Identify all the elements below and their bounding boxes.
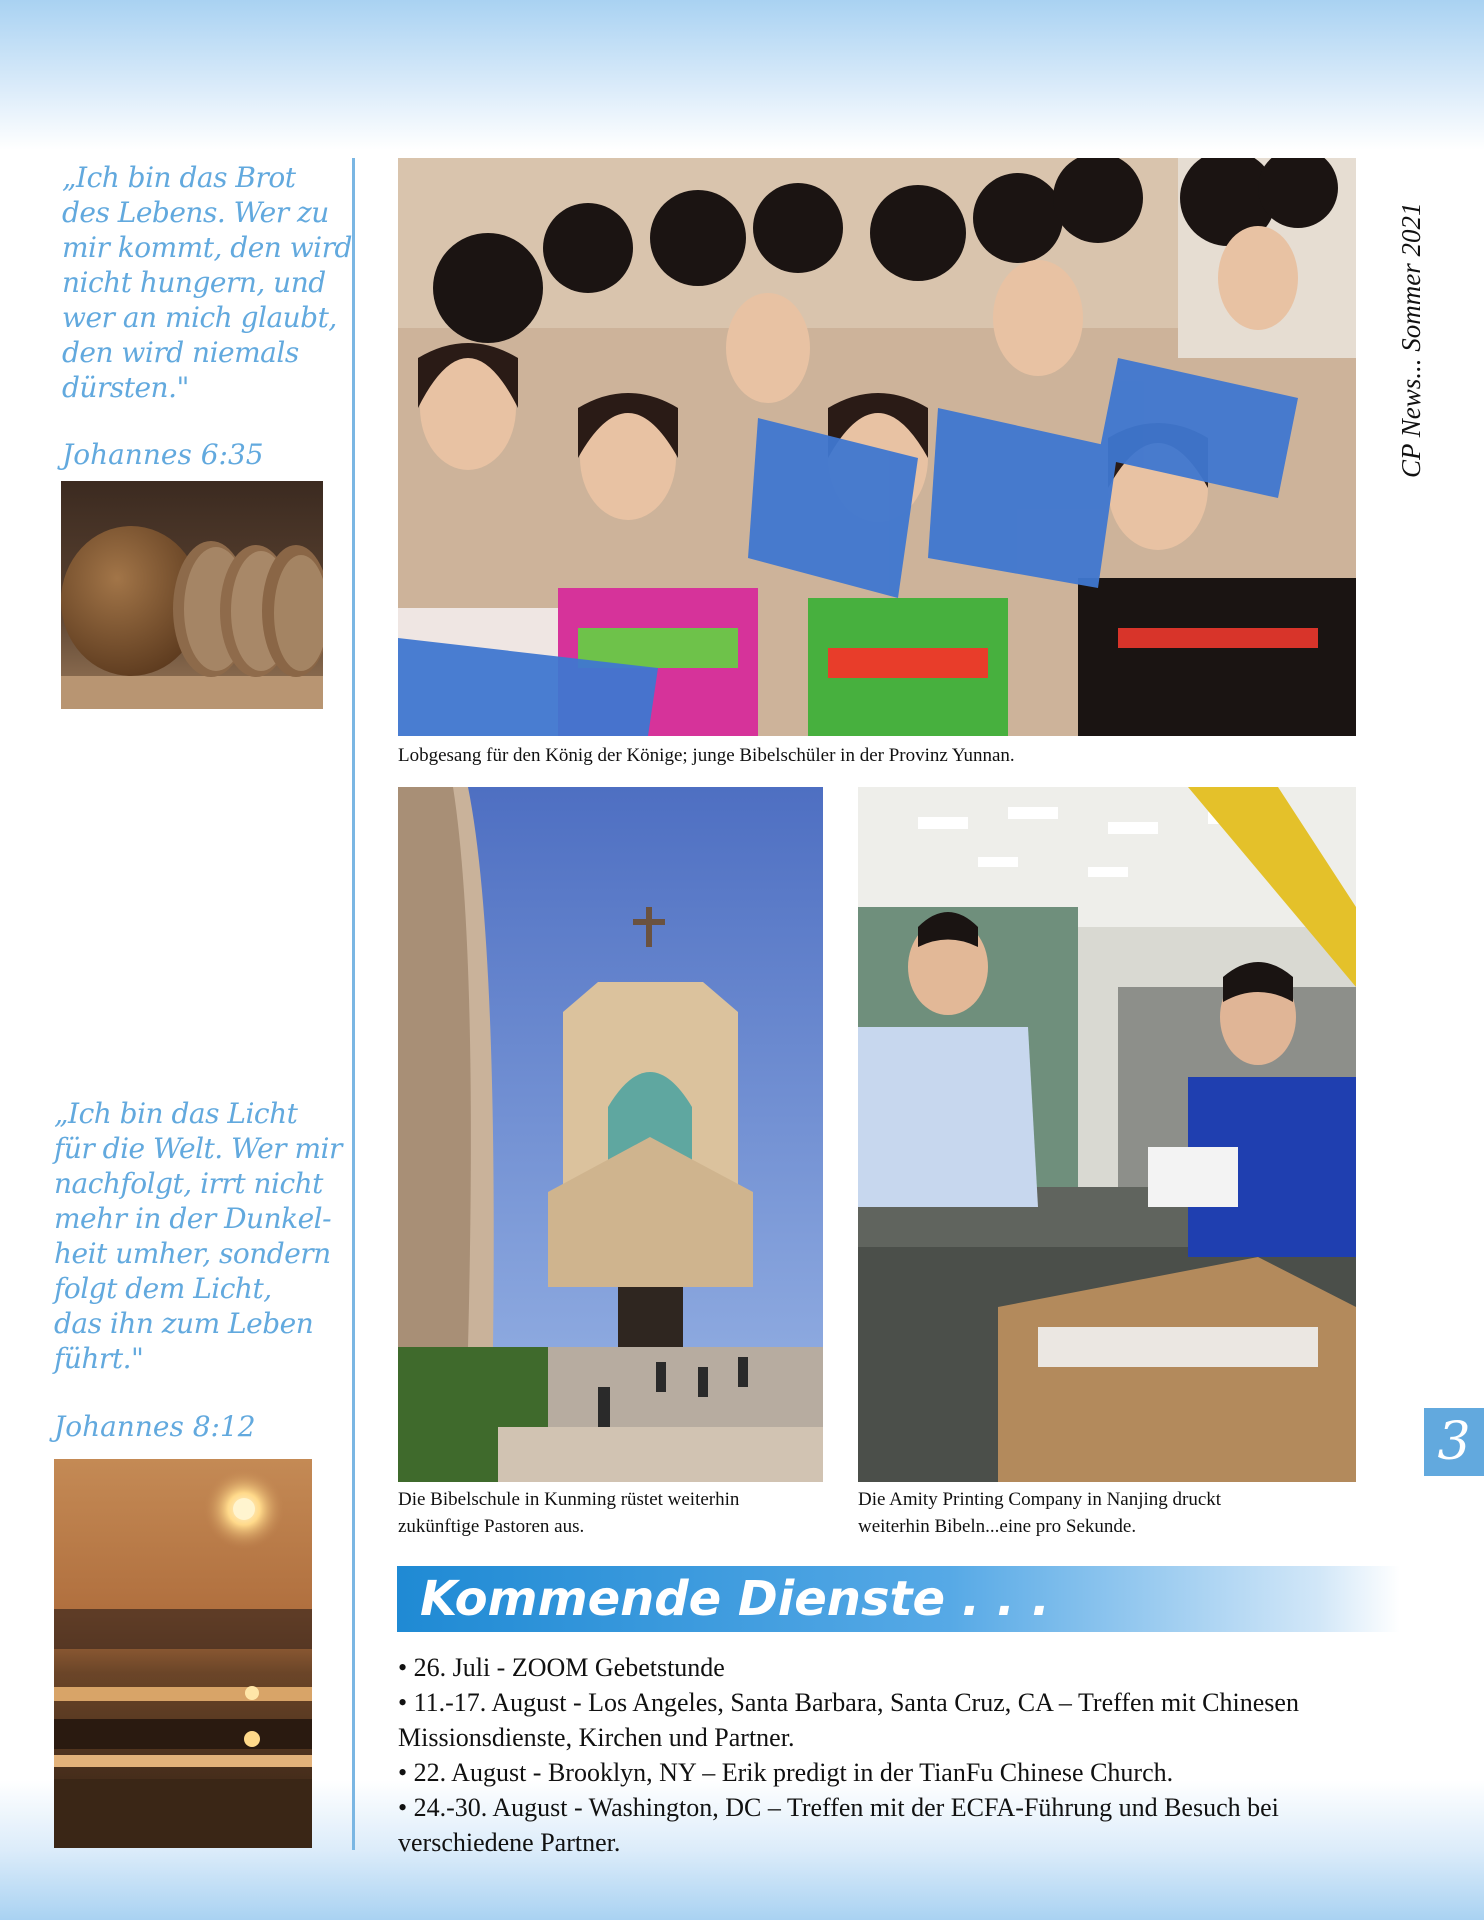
page-number: 3 — [1424, 1408, 1484, 1476]
upcoming-list — [398, 1650, 1408, 1860]
sunset-photo — [54, 1459, 312, 1848]
quote-line: wer an mich glaubt, — [62, 301, 337, 334]
upcoming-title: Kommende Dienste . . . — [420, 1571, 1050, 1627]
quote-line: „Ich bin das Brot — [62, 161, 296, 194]
quote-line: das ihn zum Leben — [54, 1307, 314, 1340]
list-item: • 24.-30. August - Washington, DC – Treffen mit der ECFA-Führung und Besuch bei verschiedene Partner. — [398, 1793, 1279, 1857]
church-caption — [398, 1486, 739, 1540]
printing-photo — [858, 787, 1356, 1482]
quote-line: führt." — [54, 1342, 144, 1375]
quote-line: dürsten." — [62, 371, 189, 404]
quote-line: nicht hungern, und — [62, 266, 326, 299]
quote-light — [54, 1096, 342, 1376]
list-item: • 22. August - Brooklyn, NY – Erik predigt in der TianFu Chinese Church. — [398, 1758, 1174, 1787]
quote-line: den wird niemals — [62, 336, 299, 369]
printing-caption-line: Die Amity Printing Company in Nanjing druckt — [858, 1489, 1222, 1510]
quote-line: nachfolgt, irrt nicht — [54, 1167, 323, 1200]
quote-line: folgt dem Licht, — [54, 1272, 272, 1305]
quote-bread-reference: Johannes 6:35 — [62, 438, 264, 471]
church-caption-line: zukünftige Pastoren aus. — [398, 1516, 585, 1537]
issue-header: CP News... Sommer 2021 — [1396, 202, 1426, 478]
quote-line: für die Welt. Wer mir — [54, 1132, 342, 1165]
quote-line: des Lebens. Wer zu — [62, 196, 329, 229]
printing-caption — [858, 1486, 1221, 1540]
printing-caption-line: weiterhin Bibeln...eine pro Sekunde. — [858, 1516, 1137, 1537]
quote-line: „Ich bin das Licht — [54, 1097, 298, 1130]
list-item: • 26. Juli - ZOOM Gebetstunde — [398, 1653, 725, 1682]
quote-line: heit umher, sondern — [54, 1237, 331, 1270]
choir-caption: Lobgesang für den König der Könige; junge Bibelschüler in der Provinz Yunnan. — [398, 745, 1015, 766]
vertical-divider — [352, 158, 355, 1850]
church-photo — [398, 787, 823, 1482]
quote-light-reference: Johannes 8:12 — [54, 1410, 256, 1443]
choir-photo — [398, 158, 1356, 736]
quote-bread — [62, 160, 352, 405]
quote-line: mehr in der Dunkel- — [54, 1202, 332, 1235]
quote-line: mir kommt, den wird — [62, 231, 352, 264]
list-item: • 11.-17. August - Los Angeles, Santa Barbara, Santa Cruz, CA – Treffen mit Chinesen Missionsdienste, Kirchen und Partner. — [398, 1688, 1299, 1752]
bread-photo — [61, 481, 323, 709]
church-caption-line: Die Bibelschule in Kunming rüstet weiterhin — [398, 1489, 740, 1510]
